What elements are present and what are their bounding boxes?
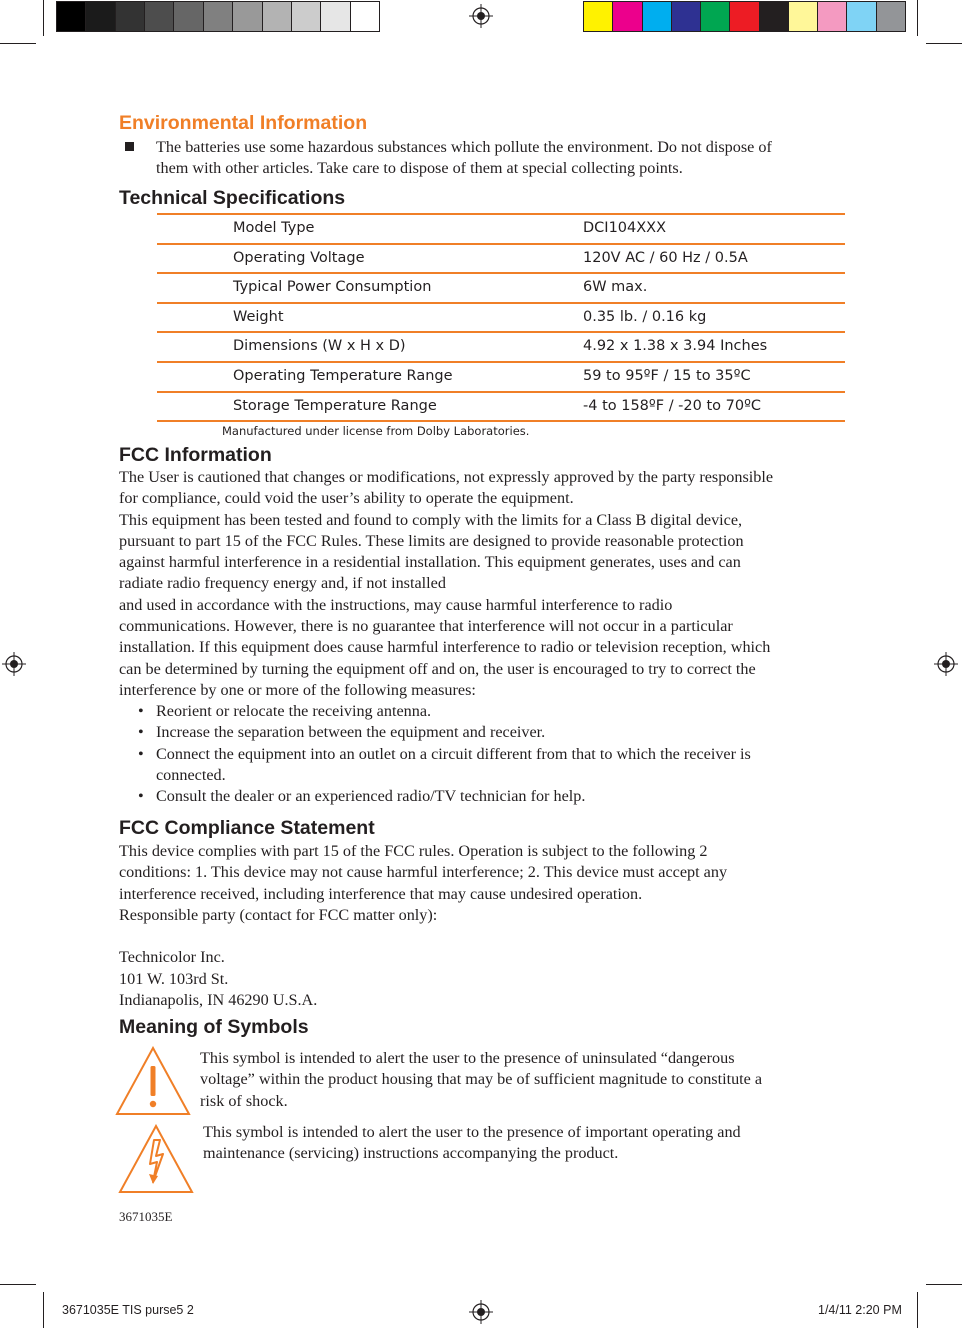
color-swatch [263, 2, 292, 31]
color-swatch [877, 2, 905, 31]
registration-mark-icon [469, 4, 493, 28]
list-item [138, 701, 751, 722]
crop-mark [0, 1284, 36, 1285]
square-bullet-icon [125, 142, 134, 151]
color-swatch [672, 2, 701, 31]
fcc-info-line: against harmful interference in a residential installation. This equipment generates, uses and can [119, 553, 741, 572]
environmental-text [156, 137, 772, 180]
symbol2-description [203, 1122, 741, 1165]
spec-row [157, 331, 845, 361]
list-item [138, 722, 751, 743]
color-swatch [818, 2, 847, 31]
fcc-info-line: This equipment has been tested and found to comply with the limits for a Class B digital device, [119, 510, 743, 529]
symbol1-line: voltage” within the product housing that may be of sufficient magnitude to constitute a [200, 1070, 763, 1089]
list-item-text: Reorient or relocate the receiving antenna. [156, 702, 432, 720]
address-line: 101 W. 103rd St. [119, 969, 229, 988]
fcc-info-line: for compliance, could void the user’s ability to operate the equipment. [119, 489, 574, 508]
list-item-text: Consult the dealer or an experienced radio/TV technician for help. [156, 787, 586, 806]
fcc-info-line: radiate radio frequency energy and, if not installed [119, 574, 446, 593]
address-line: Technicolor Inc. [119, 948, 225, 967]
fcc-compliance-body [119, 841, 727, 1011]
symbol1-line: This symbol is intended to alert the user to the presence of uninsulated “dangerous [200, 1049, 735, 1067]
color-swatch [760, 2, 789, 31]
list-item [138, 744, 751, 765]
registration-mark-icon [469, 1300, 493, 1324]
spec-value: DCI104XXX [583, 220, 667, 236]
color-swatch [351, 2, 379, 31]
fcc-info-line: interference by one or more of the following measures: [119, 680, 476, 699]
crop-mark [926, 43, 962, 44]
color-swatch [86, 2, 115, 31]
symbol1-description [200, 1048, 762, 1112]
color-swatch [847, 2, 876, 31]
registration-mark-icon [934, 652, 958, 676]
list-item [138, 786, 751, 807]
spec-row [157, 243, 845, 273]
slug-file-info: 3671035E TIS purse5 2 [62, 1303, 194, 1317]
color-swatch [233, 2, 262, 31]
crop-mark [43, 0, 44, 36]
crop-mark [0, 43, 36, 44]
color-swatch [116, 2, 145, 31]
gray-calibration-bar [56, 1, 380, 32]
spec-label: Weight [233, 308, 284, 325]
environmental-line: The batteries use some hazardous substances which pollute the environment. Do not dispose of [156, 138, 772, 156]
spec-row [157, 213, 845, 243]
fcc-compliance-line: Responsible party (contact for FCC matter only): [119, 905, 438, 924]
fcc-compliance-line: conditions: 1. This device may not cause harmful interference; 2. This device must accept any [119, 863, 728, 882]
dolby-license-note: Manufactured under license from Dolby Laboratories. [222, 424, 530, 438]
symbols-heading: Meaning of Symbols [119, 1016, 309, 1038]
slug-date-time: 1/4/11 2:20 PM [818, 1303, 902, 1317]
fcc-info-line: pursuant to part 15 of the FCC Rules. These limits are designed to provide reasonable protection [119, 531, 744, 550]
spec-value: 120V AC / 60 Hz / 0.5A [583, 249, 748, 266]
fcc-compliance-line: This device complies with part 15 of the FCC rules. Operation is subject to the following 2 [119, 842, 708, 860]
warning-exclamation-icon [115, 1046, 191, 1116]
bullet-dot-icon: • [138, 787, 144, 806]
color-swatch [584, 2, 613, 31]
spec-label: Dimensions (W x H x D) [233, 338, 406, 355]
spec-table-bottom-rule [157, 420, 845, 422]
spec-label: Typical Power Consumption [233, 279, 432, 296]
crop-mark [926, 1284, 962, 1285]
crop-mark [43, 1292, 44, 1328]
color-swatch [57, 2, 86, 31]
crop-mark [917, 0, 918, 36]
spec-value: -4 to 158ºF / -20 to 70ºC [583, 397, 762, 414]
lightning-bolt-icon [118, 1124, 194, 1194]
color-swatch [613, 2, 642, 31]
list-item-text: Increase the separation between the equipment and receiver. [156, 723, 546, 742]
color-swatch [321, 2, 350, 31]
bullet-dot-icon: • [138, 744, 144, 763]
color-swatch [643, 2, 672, 31]
registration-mark-icon [2, 652, 26, 676]
fcc-compliance-heading: FCC Compliance Statement [119, 817, 375, 839]
spec-value: 59 to 95ºF / 15 to 35ºC [583, 367, 751, 384]
symbol1-line: risk of shock. [200, 1091, 288, 1110]
spec-value: 6W max. [583, 279, 648, 296]
spec-value: 4.92 x 1.38 x 3.94 Inches [583, 338, 768, 355]
spec-row [157, 302, 845, 332]
spec-label: Operating Temperature Range [233, 367, 453, 384]
address-line: Indianapolis, IN 46290 U.S.A. [119, 991, 318, 1010]
document-number: 3671035E [119, 1209, 173, 1224]
fcc-info-line: and used in accordance with the instructions, may cause harmful interference to radio [119, 595, 673, 614]
spec-row [157, 391, 845, 421]
fcc-info-line: The User is cautioned that changes or modifications, not expressly approved by the party responsible [119, 468, 774, 486]
tech-specs-heading: Technical Specifications [119, 187, 346, 209]
color-swatch [174, 2, 203, 31]
color-swatch [292, 2, 321, 31]
symbol2-line: This symbol is intended to alert the user to the presence of important operating and [203, 1123, 741, 1141]
spec-table [157, 213, 845, 422]
color-swatch [789, 2, 818, 31]
environmental-heading: Environmental Information [119, 112, 368, 134]
color-calibration-bar [583, 1, 906, 32]
spec-label: Model Type [233, 220, 315, 236]
fcc-info-line: communications. However, there is no guarantee that interference will not occur in a particular [119, 617, 733, 636]
spec-row [157, 272, 845, 302]
crop-mark [917, 1292, 918, 1328]
bullet-dot-icon: • [138, 723, 144, 742]
fcc-info-line: can be determined by turning the equipment off and on, the user is encouraged to try to correct the [119, 659, 756, 678]
list-item-text: connected. [156, 765, 226, 784]
fcc-info-heading: FCC Information [119, 444, 272, 466]
spec-label: Storage Temperature Range [233, 397, 437, 414]
color-swatch [145, 2, 174, 31]
spec-row [157, 361, 845, 391]
spec-value: 0.35 lb. / 0.16 kg [583, 308, 707, 325]
symbol2-line: maintenance (servicing) instructions accompanying the product. [203, 1144, 619, 1163]
bullet-dot-icon: • [138, 702, 144, 720]
fcc-compliance-line: interference received, including interference that may cause undesired operation. [119, 884, 643, 903]
fcc-info-body [119, 467, 773, 701]
environmental-line: them with other articles. Take care to dispose of them at special collecting points. [156, 159, 683, 178]
color-swatch [701, 2, 730, 31]
list-item-text: Connect the equipment into an outlet on a circuit different from that to which the receiver is [156, 744, 751, 763]
spec-label: Operating Voltage [233, 249, 365, 266]
color-swatch [730, 2, 759, 31]
list-item [138, 765, 751, 786]
fcc-measures-list [138, 701, 751, 807]
fcc-info-line: installation. If this equipment does cause harmful interference to radio or television reception, which [119, 638, 771, 657]
color-swatch [204, 2, 233, 31]
